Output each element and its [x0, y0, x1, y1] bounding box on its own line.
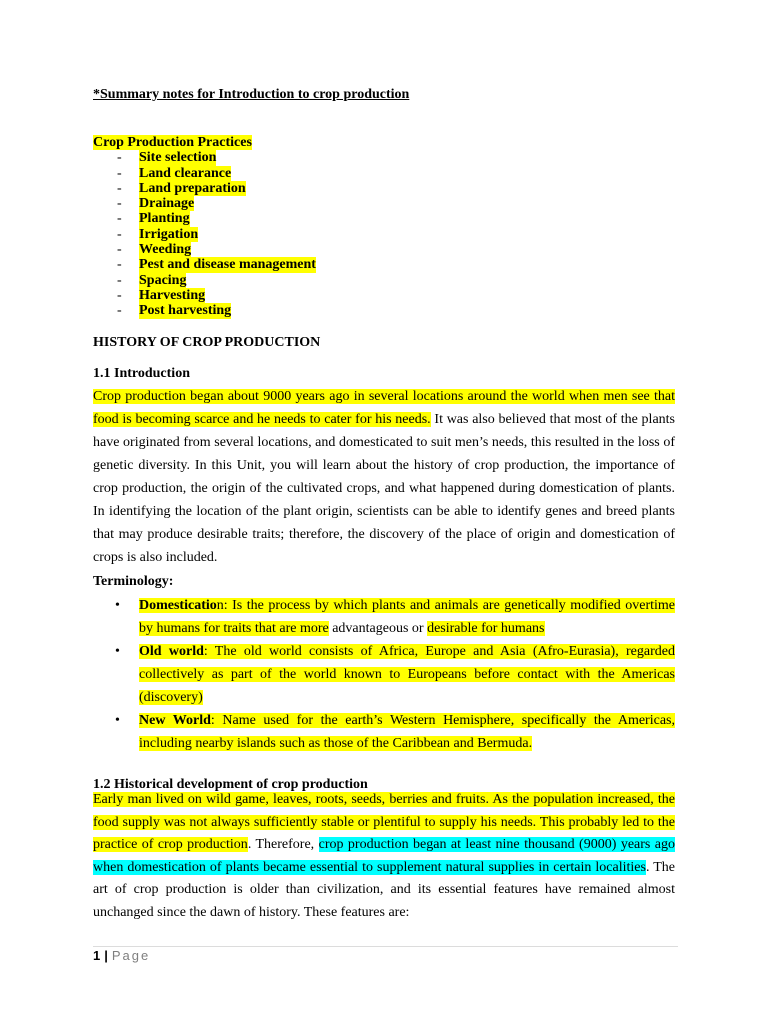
- intro-paragraph: [93, 385, 675, 569]
- practices-heading: Crop Production Practices: [93, 135, 252, 150]
- title-text: Summary notes for Introduction to crop production: [100, 87, 410, 102]
- term-definition-end: desirable for humans: [427, 621, 545, 636]
- terminology-list: [93, 594, 675, 755]
- term-label: New World: [139, 713, 211, 728]
- historical-text: . Therefore,: [247, 837, 319, 852]
- list-item: - Site selection: [117, 150, 217, 166]
- term-definition: : The old world consists of Africa, Europe and Asia (Afro-Eurasia), regarded collectively as part of the world known to Europeans before contact with the Americas (discovery): [139, 644, 675, 705]
- bullet-icon: •: [115, 644, 120, 659]
- historical-cyan-highlight: crop production began at least nine thousand (9000) years ago when domestication of plants became essential to supplement natural supplies in certain localities: [93, 837, 676, 875]
- list-item: - Spacing: [117, 272, 187, 288]
- list-item: - Harvesting: [117, 287, 206, 303]
- intro-heading: 1.1 Introduction: [93, 366, 190, 381]
- term-new-world: [93, 709, 675, 755]
- historical-paragraph: [93, 789, 675, 924]
- intro-text: It was also believed that most of the plants have originated from several locations, and domesticated to suit men’s needs, this resulted in the loss of genetic diversity. In this Unit, you will learn about the history of crop production, the importance of crop production, the origin of the cultivated crops, and what happened during domestication of plants. In identifying the location of the plant origin, scientists can be able to identify genes and breed plants that may produce desirable traits; therefore, the discovery of the place of origin and domestication of crops is also included.: [93, 412, 675, 565]
- term-label: Domesticatio: [139, 598, 217, 613]
- list-item: - Weeding: [117, 242, 192, 258]
- terminology-heading: Terminology:: [93, 574, 174, 589]
- bullet-icon: •: [115, 713, 120, 728]
- bullet-icon: •: [115, 598, 120, 613]
- term-domestication: [93, 594, 675, 640]
- practices-list: [93, 135, 316, 319]
- term-definition: : Name used for the earth’s Western Hemisphere, specifically the Americas, including nearby islands such as those of the Caribbean and Bermuda.: [139, 713, 675, 751]
- list-item: - Land preparation: [117, 180, 246, 196]
- list-item: - Pest and disease management: [117, 257, 316, 273]
- history-heading: HISTORY OF CROP PRODUCTION: [93, 335, 321, 350]
- list-item: - Drainage: [117, 196, 195, 212]
- historical-text-end: . The art of crop production is older than civilization, and its essential features have remained almost unchanged since the dawn of history. These features are:: [93, 859, 676, 920]
- list-item: - Irrigation: [117, 226, 199, 242]
- list-item: - Post harvesting: [117, 303, 232, 319]
- historical-heading: 1.2 Historical development of crop production: [93, 777, 368, 792]
- term-old-world: [93, 640, 675, 709]
- term-definition: : Is the process by which plants and animals are genetically modified overtime by humans for traits that are more: [139, 598, 675, 636]
- footer-divider: [93, 946, 678, 947]
- page-label: Page: [111, 948, 151, 963]
- page-number: 1: [93, 948, 101, 963]
- title-prefix: *: [93, 87, 100, 102]
- historical-highlight: Early man lived on wild game, leaves, roots, seeds, berries and fruits. As the population increased, the food supply was not always sufficiently stable or plentiful to supply his needs. This probably led to the practice of crop production: [93, 792, 675, 852]
- intro-highlight: Crop production began about 9000 years ago in several locations around the world when men see that food is becoming scarce and he needs to cater for his needs.: [93, 389, 675, 427]
- footer-separator: |: [104, 948, 108, 963]
- list-item: - Land clearance: [117, 165, 232, 181]
- term-definition-plain: advantageous or: [328, 621, 428, 636]
- list-item: - Planting: [117, 211, 190, 227]
- document-title: [93, 87, 409, 103]
- term-label-tail: n: [216, 598, 224, 613]
- term-label: Old world: [139, 644, 204, 659]
- page-footer: [93, 948, 150, 963]
